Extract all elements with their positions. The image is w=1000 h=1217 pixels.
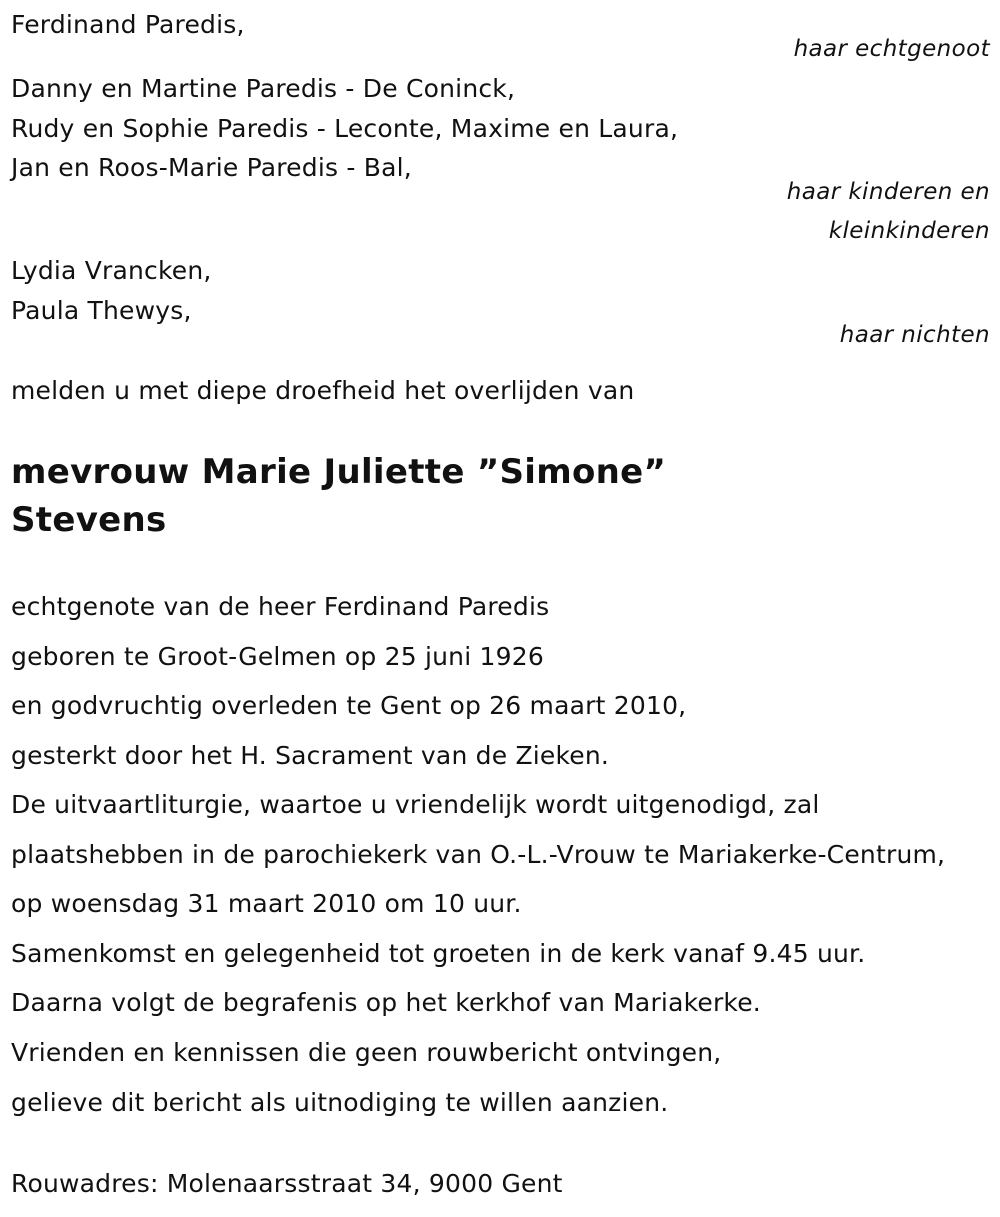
announcement-text: melden u met diepe droefheid het overlijden van <box>11 376 635 405</box>
deceased-name-line2: Stevens <box>11 500 167 540</box>
niece-line: Paula Thewys, <box>11 296 192 325</box>
detail-line: gesterkt door het H. Sacrament van de Zieken. <box>11 741 610 770</box>
detail-line: op woensdag 31 maart 2010 om 10 uur. <box>11 889 522 918</box>
detail-line: en godvruchtig overleden te Gent op 26 maart 2010, <box>11 691 687 720</box>
child-line: Rudy en Sophie Paredis - Leconte, Maxime en Laura, <box>11 114 679 143</box>
detail-line: plaatshebben in de parochiekerk van O.-L.-Vrouw te Mariakerke-Centrum, <box>11 840 946 869</box>
spouse-relation: haar echtgenoot <box>793 36 990 62</box>
niece-line: Lydia Vrancken, <box>11 256 212 285</box>
children-relation-line1: haar kinderen en <box>786 179 990 205</box>
deceased-name-line1: mevrouw Marie Juliette ”Simone” <box>11 452 667 492</box>
detail-line: De uitvaartliturgie, waartoe u vriendelijk wordt uitgenodigd, zal <box>11 790 820 819</box>
children-relation-line2: kleinkinderen <box>828 218 990 244</box>
child-line: Danny en Martine Paredis - De Coninck, <box>11 74 516 103</box>
detail-line: geboren te Groot-Gelmen op 25 juni 1926 <box>11 642 544 671</box>
spouse-name: Ferdinand Paredis, <box>11 10 245 39</box>
nieces-relation: haar nichten <box>839 322 990 348</box>
detail-line: Daarna volgt de begrafenis op het kerkhof van Mariakerke. <box>11 988 761 1017</box>
detail-line: echtgenote van de heer Ferdinand Paredis <box>11 592 550 621</box>
detail-line: Samenkomst en gelegenheid tot groeten in de kerk vanaf 9.45 uur. <box>11 939 866 968</box>
detail-line: gelieve dit bericht als uitnodiging te willen aanzien. <box>11 1088 669 1117</box>
child-line: Jan en Roos-Marie Paredis - Bal, <box>11 153 412 182</box>
detail-line: Vrienden en kennissen die geen rouwbericht ontvingen, <box>11 1038 722 1067</box>
mourning-address: Rouwadres: Molenaarsstraat 34, 9000 Gent <box>11 1169 563 1198</box>
